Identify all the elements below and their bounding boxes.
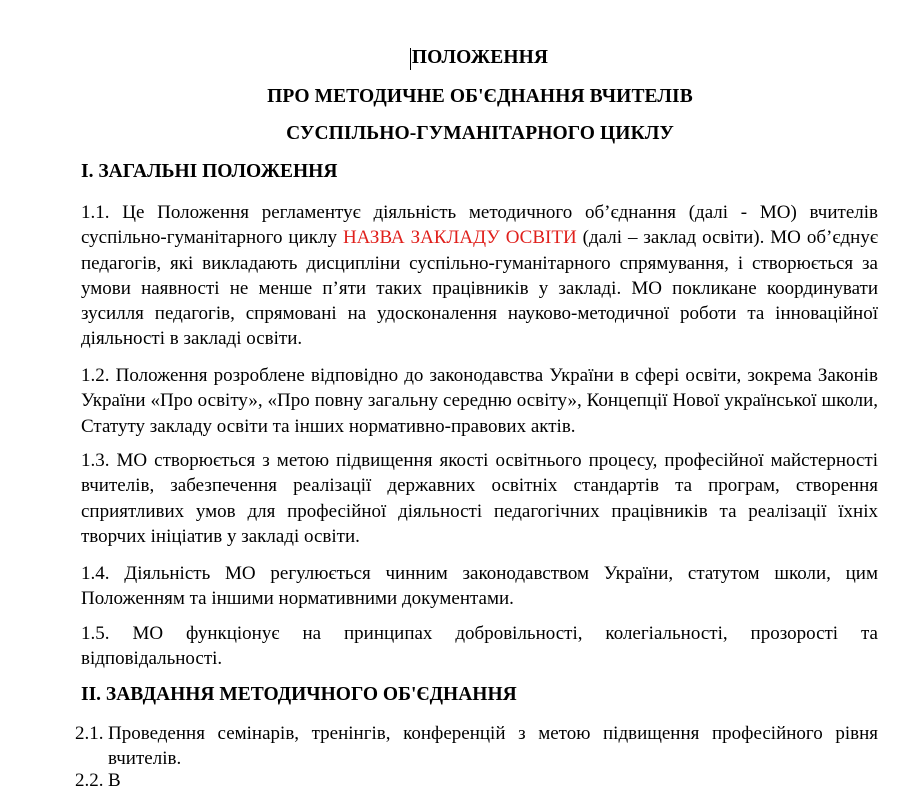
institution-name-placeholder: НАЗВА ЗАКЛАДУ ОСВІТИ bbox=[342, 227, 577, 249]
list-item-text: В bbox=[108, 770, 121, 791]
paragraph-1-4: 1.4. Діяльність МО регулюється чинним законодавством України, статутом школи, цим Положенням та іншими нормативними документами. bbox=[81, 563, 878, 610]
paragraph-1-1-text-after: (далі – заклад освіти). МО об’єднує педагогів, які викладають дисципліни суспільно-гуманітарного спрямування, і створюється за умови наявності не менше п’яти таких працівників у закладі. МО покликане координувати зусилля педагогів, спрямовані на удосконалення науково-методичної роботи та інноваційної діяльності в закладі освіти. bbox=[81, 227, 878, 350]
list-item-2-2 bbox=[75, 768, 878, 793]
paragraph-1-2: 1.2. Положення розроблене відповідно до законодавства України в сфері освіти, зокрема Законів України «Про освіту», «Про повну загальну середню освіту», Концепції Нової української школи, Статуту закладу освіти та інших нормативно-правових актів. bbox=[81, 365, 878, 437]
document-subtitle: ПРО МЕТОДИЧНЕ ОБ'ЄДНАННЯ ВЧИТЕЛІВ bbox=[267, 86, 693, 107]
paragraph-1-3: 1.3. МО створюється з метою підвищення якості освітнього процесу, професійної майстерності вчителів, забезпечення реалізації державних освітніх стандартів та програм, створення сприятливих умов для професійної діяльності педагогічних працівників та реалізації їхніх творчих ініціатив у закладі освіти. bbox=[81, 450, 878, 547]
list-item-number: 2.1. bbox=[75, 723, 104, 744]
paragraph-1-1 bbox=[81, 200, 878, 352]
document-title: ПОЛОЖЕННЯ bbox=[411, 47, 549, 68]
list-item-text: Проведення семінарів, тренінгів, конференцій з метою підвищення професійного рівня вчителів. bbox=[108, 723, 878, 770]
section-heading-tasks: ІІ. ЗАВДАННЯ МЕТОДИЧНОГО ОБ'ЄДНАННЯ bbox=[81, 684, 517, 705]
list-item-2-1 bbox=[75, 721, 878, 772]
paragraph-1-1-text-before: 1.1. Це Положення регламентує діяльність методичного об’єднання (далі - МО) вчителів суспільно-гуманітарного циклу bbox=[81, 202, 878, 249]
section-heading-general: І. ЗАГАЛЬНІ ПОЛОЖЕННЯ bbox=[81, 161, 338, 182]
document-subtitle-cycle: СУСПІЛЬНО-ГУМАНІТАРНОГО ЦИКЛУ bbox=[286, 123, 674, 144]
list-item-number: 2.2. bbox=[75, 770, 104, 791]
paragraph-1-5: 1.5. МО функціонує на принципах добровільності, колегіальності, прозорості та відповідальності. bbox=[81, 623, 878, 670]
